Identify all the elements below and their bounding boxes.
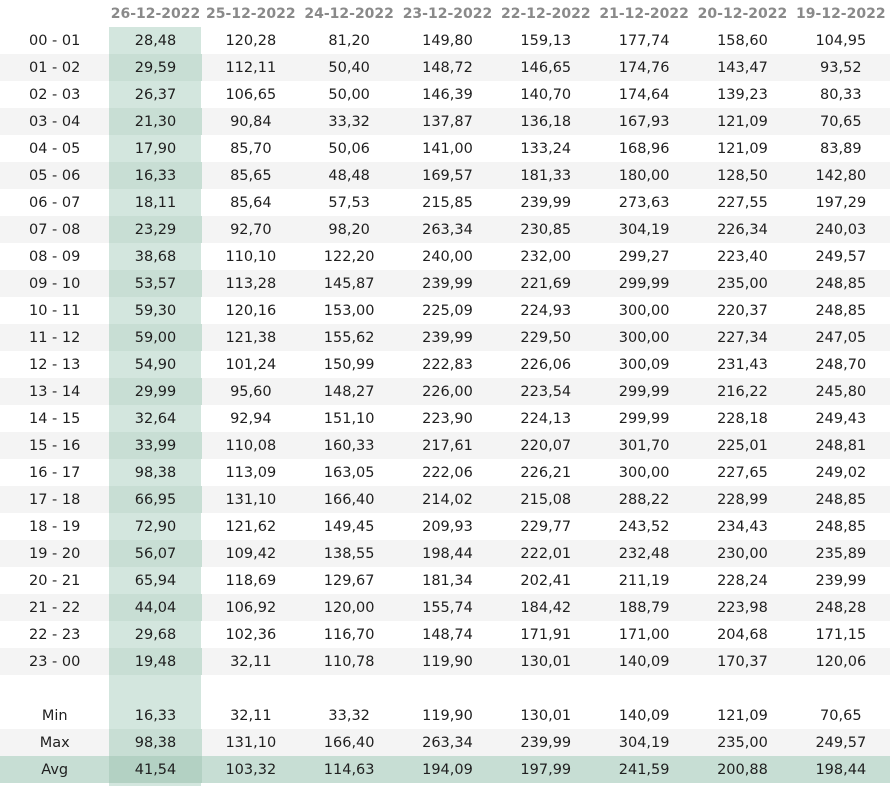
table-row	[0, 297, 890, 324]
date-column-header[interactable]: 19-12-2022	[796, 5, 886, 22]
price-cell: 119,90	[422, 707, 473, 724]
price-cell: 146,65	[497, 54, 595, 81]
price-cell: 239,99	[398, 270, 496, 297]
price-cell: 32,64	[134, 410, 177, 427]
price-cell: 110,10	[225, 248, 277, 265]
table-row	[0, 216, 890, 243]
price-cell: 121,62	[225, 518, 277, 535]
spacer-cell	[792, 675, 890, 702]
price-cell: 248,28	[792, 594, 890, 621]
price-cell: 122,20	[323, 248, 375, 265]
price-cell: 249,43	[815, 410, 867, 427]
price-cell: 202,41	[520, 572, 572, 589]
price-cell: 131,10	[202, 729, 300, 756]
price-cell: 239,99	[520, 194, 572, 211]
price-cell: 166,40	[300, 729, 398, 756]
price-cell: 50,00	[328, 86, 370, 103]
price-cell: 224,13	[520, 410, 572, 427]
price-cell: 174,64	[618, 86, 670, 103]
price-cell: 299,99	[595, 378, 693, 405]
price-cell: 226,34	[693, 216, 791, 243]
price-cell: 57,53	[328, 194, 370, 211]
price-cell: 29,59	[109, 54, 201, 81]
price-cell: 128,50	[693, 162, 791, 189]
price-cell: 142,80	[792, 162, 890, 189]
price-cell: 85,70	[230, 140, 272, 157]
price-cell: 110,78	[300, 648, 398, 675]
table-row	[0, 405, 890, 432]
table-row	[0, 486, 890, 513]
summary-label: Max	[0, 729, 109, 756]
price-cell: 245,80	[792, 378, 890, 405]
price-cell: 249,02	[815, 464, 867, 481]
price-cell: 171,91	[520, 626, 572, 643]
price-cell: 239,99	[497, 729, 595, 756]
summary-label: Avg	[0, 756, 109, 783]
date-column-header[interactable]: 26-12-2022	[110, 5, 201, 22]
price-cell: 300,00	[618, 302, 670, 319]
price-cell: 217,61	[398, 432, 496, 459]
price-cell: 16,33	[134, 707, 177, 724]
price-cell: 209,93	[422, 518, 473, 535]
hour-label: 01 - 02	[0, 54, 109, 81]
price-cell: 168,96	[618, 140, 670, 157]
price-cell: 148,74	[422, 626, 473, 643]
price-cell: 118,69	[225, 572, 277, 589]
table-row	[0, 513, 890, 540]
hour-label: 19 - 20	[0, 540, 109, 567]
price-cell: 226,06	[520, 356, 572, 373]
date-column-header[interactable]: 23-12-2022	[402, 5, 493, 22]
price-cell: 248,85	[815, 518, 867, 535]
price-cell: 235,00	[693, 729, 791, 756]
spacer-cell	[693, 675, 791, 702]
price-cell: 177,74	[618, 32, 670, 49]
price-cell: 28,48	[134, 32, 177, 49]
price-cell: 136,18	[497, 108, 595, 135]
price-cell: 167,93	[595, 108, 693, 135]
price-cell: 239,99	[398, 324, 496, 351]
price-cell: 222,06	[422, 464, 473, 481]
price-cell: 98,38	[134, 464, 177, 481]
price-cell: 33,99	[109, 432, 201, 459]
hour-label: 04 - 05	[29, 140, 81, 157]
price-cell: 23,29	[109, 216, 201, 243]
price-cell: 197,99	[497, 756, 595, 783]
price-cell: 248,81	[792, 432, 890, 459]
price-cell: 304,19	[595, 216, 693, 243]
price-cell: 139,23	[717, 86, 768, 103]
price-cell: 299,99	[595, 270, 693, 297]
hour-label: 05 - 06	[0, 162, 109, 189]
price-cell: 106,65	[225, 86, 277, 103]
hour-label: 03 - 04	[0, 108, 109, 135]
price-cell: 215,85	[422, 194, 473, 211]
spacer-cell	[497, 675, 595, 702]
table-row	[0, 324, 890, 351]
price-cell: 140,09	[618, 707, 670, 724]
table-row	[0, 648, 890, 675]
price-cell: 112,11	[202, 54, 300, 81]
price-cell: 200,88	[693, 756, 791, 783]
price-cell: 171,15	[815, 626, 867, 643]
price-cell: 232,00	[520, 248, 572, 265]
table-row	[0, 162, 890, 189]
spacer-cell	[0, 675, 109, 702]
hour-label: 21 - 22	[0, 594, 109, 621]
price-cell: 226,00	[398, 378, 496, 405]
price-cell: 85,65	[202, 162, 300, 189]
price-cell: 221,69	[497, 270, 595, 297]
price-cell: 93,52	[792, 54, 890, 81]
price-cell: 121,09	[717, 140, 768, 157]
price-cell: 220,07	[497, 432, 595, 459]
price-cell: 158,60	[717, 32, 768, 49]
price-cell: 98,38	[109, 729, 201, 756]
price-cell: 231,43	[717, 356, 768, 373]
hour-label: 22 - 23	[29, 626, 81, 643]
price-cell: 223,40	[717, 248, 768, 265]
price-cell: 59,30	[134, 302, 177, 319]
price-cell: 138,55	[300, 540, 398, 567]
price-cell: 249,57	[815, 248, 867, 265]
spacer-cell	[398, 675, 496, 702]
price-cell: 29,68	[134, 626, 177, 643]
price-cell: 59,00	[109, 324, 201, 351]
price-cell: 163,05	[323, 464, 375, 481]
date-column-header[interactable]: 20-12-2022	[697, 5, 788, 22]
price-cell: 249,57	[792, 729, 890, 756]
price-cell: 106,92	[202, 594, 300, 621]
price-cell: 130,01	[520, 707, 572, 724]
price-cell: 70,65	[820, 707, 862, 724]
price-cell: 204,68	[717, 626, 768, 643]
date-column-header[interactable]: 24-12-2022	[304, 5, 394, 22]
price-cell: 222,01	[497, 540, 595, 567]
table-row	[0, 270, 890, 297]
price-cell: 120,00	[300, 594, 398, 621]
hour-label: 08 - 09	[29, 248, 81, 265]
hour-label: 07 - 08	[0, 216, 109, 243]
table-row	[0, 243, 890, 270]
hour-label: 10 - 11	[29, 302, 81, 319]
summary-row-max	[0, 729, 890, 756]
price-cell: 234,43	[717, 518, 768, 535]
price-cell: 248,70	[815, 356, 867, 373]
price-cell: 263,34	[398, 729, 496, 756]
price-cell: 33,32	[300, 108, 398, 135]
price-cell: 65,94	[134, 572, 177, 589]
price-cell: 92,70	[202, 216, 300, 243]
price-cell: 130,01	[497, 648, 595, 675]
price-cell: 248,85	[792, 270, 890, 297]
table-row	[0, 432, 890, 459]
price-cell: 194,09	[398, 756, 496, 783]
price-cell: 26,37	[134, 86, 177, 103]
price-cell: 110,08	[202, 432, 300, 459]
price-cell: 222,83	[422, 356, 473, 373]
price-cell: 166,40	[300, 486, 398, 513]
hour-label: 16 - 17	[29, 464, 81, 481]
hour-label: 06 - 07	[29, 194, 81, 211]
price-cell: 169,57	[398, 162, 496, 189]
table-row	[0, 621, 890, 648]
price-cell: 300,00	[595, 324, 693, 351]
summary-row-avg	[0, 756, 890, 783]
price-cell: 98,20	[300, 216, 398, 243]
price-cell: 109,42	[202, 540, 300, 567]
price-cell: 116,70	[323, 626, 375, 643]
price-cell: 56,07	[109, 540, 201, 567]
price-cell: 44,04	[109, 594, 201, 621]
date-column-header[interactable]: 21-12-2022	[599, 5, 689, 22]
price-cell: 104,95	[815, 32, 867, 49]
table-row	[0, 27, 890, 54]
table-body	[0, 27, 890, 783]
table-row	[0, 54, 890, 81]
price-cell: 21,30	[109, 108, 201, 135]
hour-label: 14 - 15	[29, 410, 81, 427]
price-cell: 248,85	[815, 302, 867, 319]
price-cell: 198,44	[398, 540, 496, 567]
price-cell: 214,02	[398, 486, 496, 513]
date-column-header[interactable]: 25-12-2022	[206, 5, 296, 22]
date-column-header[interactable]: 22-12-2022	[501, 5, 591, 22]
hour-column-header	[0, 0, 109, 27]
price-cell: 198,44	[792, 756, 890, 783]
price-cell: 16,33	[109, 162, 201, 189]
price-cell: 216,22	[693, 378, 791, 405]
price-cell: 129,67	[323, 572, 375, 589]
price-cell: 304,19	[595, 729, 693, 756]
price-cell: 90,84	[202, 108, 300, 135]
price-cell: 243,52	[618, 518, 670, 535]
price-cell: 171,00	[618, 626, 670, 643]
spacer-cell	[595, 675, 693, 702]
price-cell: 103,32	[202, 756, 300, 783]
price-cell: 232,48	[595, 540, 693, 567]
price-cell: 228,24	[717, 572, 768, 589]
price-cell: 151,10	[323, 410, 375, 427]
price-cell: 180,00	[595, 162, 693, 189]
table-row	[0, 459, 890, 486]
price-cell: 229,50	[497, 324, 595, 351]
price-cell: 215,08	[497, 486, 595, 513]
table-row	[0, 567, 890, 594]
table-row	[0, 378, 890, 405]
price-cell: 288,22	[595, 486, 693, 513]
price-cell: 85,64	[230, 194, 272, 211]
table-row	[0, 351, 890, 378]
price-cell: 146,39	[422, 86, 473, 103]
price-cell: 188,79	[595, 594, 693, 621]
spacer-cell	[300, 675, 398, 702]
price-cell: 120,28	[225, 32, 277, 49]
price-cell: 113,28	[202, 270, 300, 297]
price-cell: 227,55	[717, 194, 768, 211]
hour-label: 12 - 13	[29, 356, 81, 373]
hour-label: 00 - 01	[29, 32, 81, 49]
price-cell: 143,47	[693, 54, 791, 81]
price-cell: 119,90	[398, 648, 496, 675]
price-cell: 149,80	[422, 32, 473, 49]
hour-label: 09 - 10	[0, 270, 109, 297]
price-cell: 50,40	[300, 54, 398, 81]
price-cell: 273,63	[618, 194, 670, 211]
price-cell: 92,94	[230, 410, 272, 427]
price-cell: 120,06	[792, 648, 890, 675]
price-cell: 197,29	[815, 194, 867, 211]
price-cell: 114,63	[300, 756, 398, 783]
spacer-row	[0, 675, 890, 702]
price-cell: 50,06	[328, 140, 370, 157]
hour-label: 18 - 19	[29, 518, 81, 535]
price-cell: 17,90	[134, 140, 177, 157]
price-cell: 223,90	[422, 410, 473, 427]
price-cell: 137,87	[398, 108, 496, 135]
table-row	[0, 594, 890, 621]
price-cell: 155,62	[300, 324, 398, 351]
hour-label: 15 - 16	[0, 432, 109, 459]
price-cell: 225,01	[693, 432, 791, 459]
table-row	[0, 108, 890, 135]
price-cell: 80,33	[820, 86, 862, 103]
price-cell: 140,09	[595, 648, 693, 675]
price-cell: 33,32	[328, 707, 370, 724]
price-cell: 240,00	[422, 248, 473, 265]
hour-label: 02 - 03	[29, 86, 81, 103]
price-cell: 223,54	[497, 378, 595, 405]
price-cell: 155,74	[398, 594, 496, 621]
price-cell: 211,19	[618, 572, 670, 589]
price-cell: 149,45	[323, 518, 375, 535]
price-cell: 230,85	[497, 216, 595, 243]
spacer-cell	[109, 675, 201, 702]
price-cell: 299,27	[618, 248, 670, 265]
table-row	[0, 540, 890, 567]
price-cell: 153,00	[323, 302, 375, 319]
price-cell: 54,90	[134, 356, 177, 373]
price-cell: 72,90	[134, 518, 177, 535]
price-cell: 299,99	[618, 410, 670, 427]
price-cell: 247,05	[792, 324, 890, 351]
price-cell: 160,33	[300, 432, 398, 459]
price-cell: 159,13	[520, 32, 572, 49]
price-cell: 227,65	[717, 464, 768, 481]
price-cell: 228,18	[717, 410, 768, 427]
price-cell: 32,11	[202, 648, 300, 675]
price-cell: 120,16	[225, 302, 277, 319]
price-cell: 263,34	[398, 216, 496, 243]
price-cell: 225,09	[422, 302, 473, 319]
price-cell: 248,85	[792, 486, 890, 513]
table-header-row	[0, 0, 890, 27]
price-cell: 131,10	[202, 486, 300, 513]
price-cell: 224,93	[520, 302, 572, 319]
price-cell: 235,00	[693, 270, 791, 297]
price-cell: 300,09	[618, 356, 670, 373]
price-cell: 140,70	[520, 86, 572, 103]
table-row	[0, 135, 890, 162]
price-cell: 241,59	[595, 756, 693, 783]
price-cell: 174,76	[595, 54, 693, 81]
price-cell: 48,48	[300, 162, 398, 189]
price-cell: 220,37	[717, 302, 768, 319]
hour-label: 11 - 12	[0, 324, 109, 351]
price-cell: 301,70	[595, 432, 693, 459]
price-cell: 121,09	[693, 108, 791, 135]
price-cell: 141,00	[422, 140, 473, 157]
price-cell: 181,34	[422, 572, 473, 589]
price-cell: 38,68	[134, 248, 177, 265]
price-cell: 18,11	[134, 194, 177, 211]
hour-label: 23 - 00	[0, 648, 109, 675]
price-cell: 19,48	[109, 648, 201, 675]
hour-label: 13 - 14	[0, 378, 109, 405]
price-cell: 228,99	[693, 486, 791, 513]
table-row	[0, 189, 890, 216]
price-cell: 223,98	[693, 594, 791, 621]
price-cell: 300,00	[618, 464, 670, 481]
price-cell: 53,57	[109, 270, 201, 297]
spacer-cell	[202, 675, 300, 702]
hour-label: 17 - 18	[0, 486, 109, 513]
hour-label: 20 - 21	[29, 572, 81, 589]
price-cell: 227,34	[693, 324, 791, 351]
price-cell: 101,24	[225, 356, 277, 373]
price-cell: 83,89	[820, 140, 862, 157]
price-cell: 121,09	[717, 707, 768, 724]
price-cell: 230,00	[693, 540, 791, 567]
price-cell: 95,60	[202, 378, 300, 405]
price-cell: 113,09	[225, 464, 277, 481]
price-cell: 148,27	[300, 378, 398, 405]
price-cell: 145,87	[300, 270, 398, 297]
price-cell: 170,37	[693, 648, 791, 675]
price-cell: 239,99	[815, 572, 867, 589]
table-row	[0, 81, 890, 108]
price-cell: 121,38	[202, 324, 300, 351]
price-cell: 181,33	[497, 162, 595, 189]
price-cell: 229,77	[520, 518, 572, 535]
price-cell: 240,03	[792, 216, 890, 243]
summary-label: Min	[41, 707, 68, 724]
price-cell: 29,99	[109, 378, 201, 405]
price-cell: 81,20	[328, 32, 370, 49]
price-cell: 150,99	[323, 356, 375, 373]
price-cell: 184,42	[497, 594, 595, 621]
price-cell: 226,21	[520, 464, 572, 481]
summary-row-min	[0, 702, 890, 729]
price-cell: 235,89	[792, 540, 890, 567]
price-cell: 66,95	[109, 486, 201, 513]
price-cell: 133,24	[520, 140, 572, 157]
price-cell: 32,11	[230, 707, 272, 724]
price-cell: 70,65	[792, 108, 890, 135]
price-cell: 41,54	[109, 756, 201, 783]
price-cell: 148,72	[398, 54, 496, 81]
price-cell: 102,36	[225, 626, 277, 643]
